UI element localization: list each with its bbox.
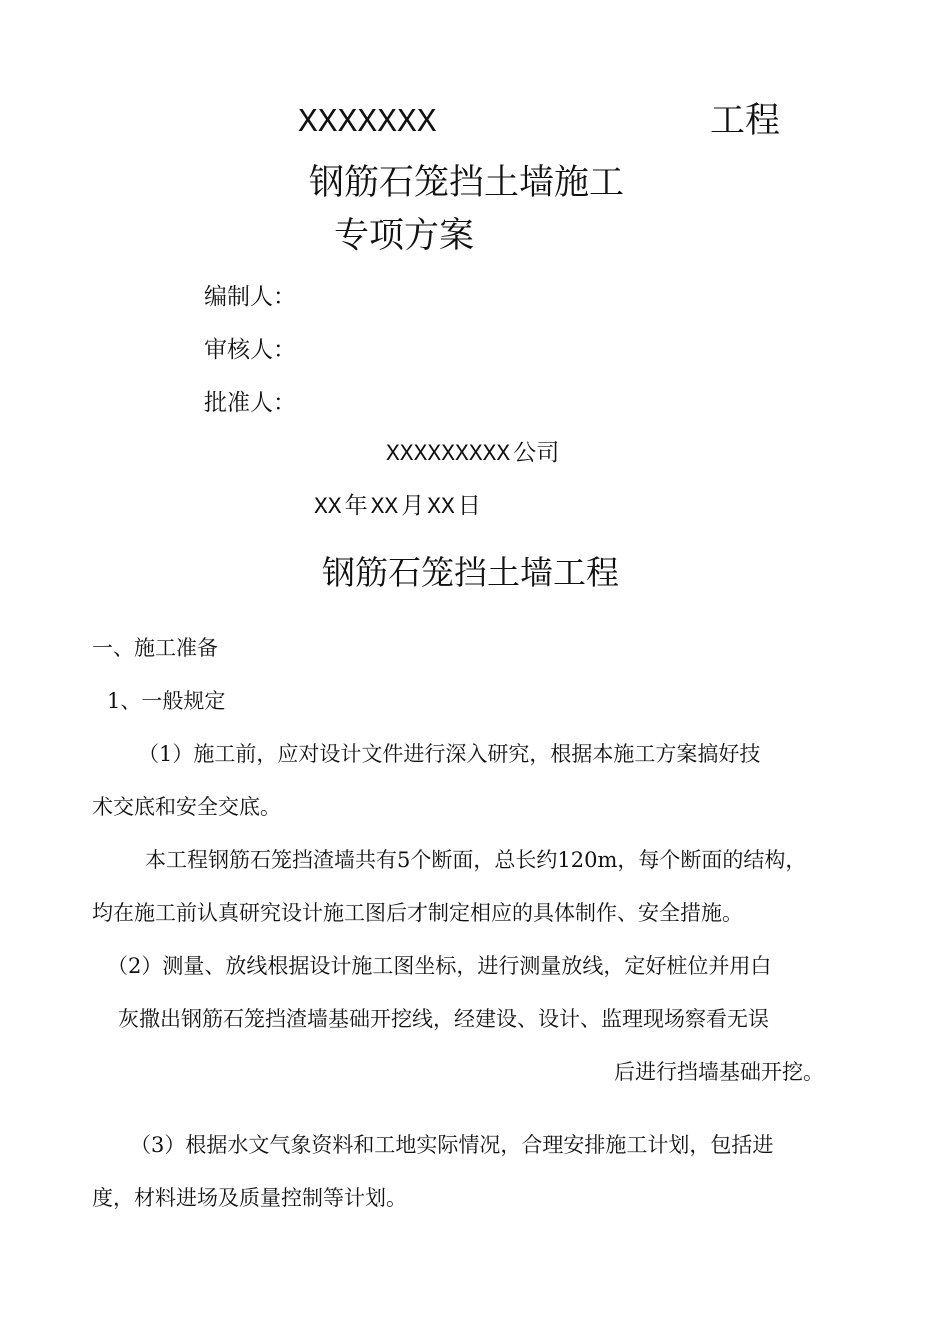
paragraph-1-line-1: （1）施工前，应对设计文件进行深入研究，根据本施工方案搞好技 (138, 742, 761, 766)
date-line (314, 495, 481, 519)
paragraph-2-line-1: 本工程钢筋石笼挡渣墙共有5个断面，总长约120m，每个断面的结构， (145, 848, 807, 872)
company-suffix: 公司 (513, 440, 560, 466)
signature-reviewer-label: 审核人： (204, 337, 296, 363)
date-day-unit: 日 (457, 493, 481, 519)
subsection-general-rules: 1、一般规定 (107, 689, 226, 713)
section-heading-preparation: 一、施工准备 (92, 636, 218, 660)
date-year-unit: 年 (344, 493, 368, 519)
paragraph-2-line-2: 均在施工前认真研究设计施工图后才制定相应的具体制作、安全措施。 (92, 901, 743, 925)
cover-title-line1: 钢筋石笼挡土墙施工 (309, 163, 625, 203)
project-name: XXXXXXX (298, 104, 437, 141)
paragraph-3-line-1: （2）测量、放线根据设计施工图坐标，进行测量放线，定好桩位并用白 (107, 954, 772, 978)
signature-compiler-label: 编制人： (204, 284, 296, 310)
signature-approver-label: 批准人： (204, 390, 296, 416)
content-heading: 钢筋石笼挡土墙工程 (322, 553, 619, 592)
company-name: XXXXXXXXX (386, 441, 511, 467)
project-suffix: 工程 (710, 101, 781, 141)
date-year: XX (314, 494, 342, 520)
paragraph-4-line-1: （3）根据水文气象资料和工地实际情况，合理安排施工计划，包括进 (130, 1133, 774, 1157)
company-line (386, 442, 559, 466)
paragraph-1-line-2: 术交底和安全交底。 (92, 795, 281, 819)
date-month-unit: 月 (401, 493, 425, 519)
cover-title-line2: 专项方案 (334, 216, 475, 256)
paragraph-3-line-3: 后进行挡墙基础开挖。 (614, 1060, 824, 1084)
date-day: XX (427, 494, 455, 520)
paragraph-3-line-2: 灰撒出钢筋石笼挡渣墙基础开挖线，经建设、设计、监理现场察看无误 (118, 1007, 769, 1031)
date-month: XX (370, 494, 399, 520)
paragraph-4-line-2: 度，材料进场及质量控制等计划。 (92, 1186, 407, 1210)
